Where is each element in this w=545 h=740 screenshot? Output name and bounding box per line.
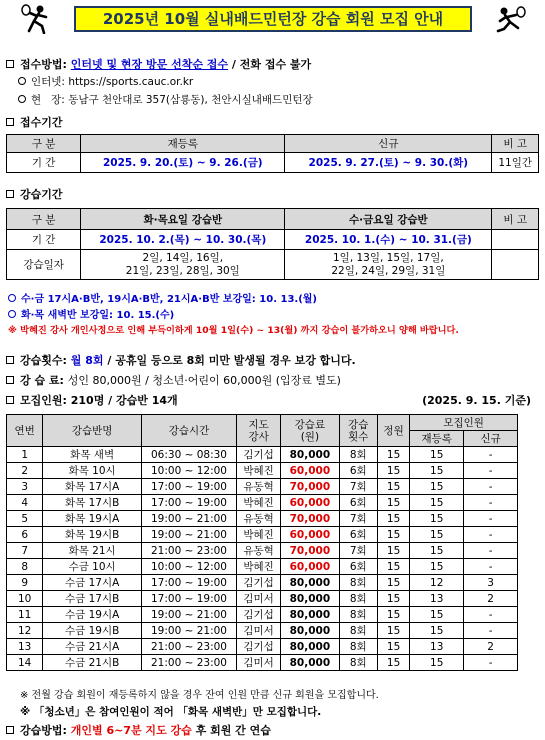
place-label: 현 장: [31, 94, 65, 106]
section-label: 강습방법: [20, 724, 67, 737]
cell-count: 8회 [339, 447, 377, 463]
square-bullet-icon [6, 118, 14, 126]
table-row [7, 639, 518, 655]
cell-re: 15 [410, 527, 464, 543]
cell-re: 15 [410, 607, 464, 623]
square-bullet-icon [6, 60, 14, 68]
cell-count: 6회 [339, 463, 377, 479]
cell-new: - [464, 447, 518, 463]
header-cell: 수·금요일 강습반 [285, 209, 492, 230]
section-label: 접수기간 [20, 116, 63, 129]
registration-period-table [6, 134, 539, 173]
cell-no: 3 [7, 479, 43, 495]
cell-count: 8회 [339, 591, 377, 607]
cell-count: 8회 [339, 655, 377, 671]
cell-class: 화목 10시 [43, 463, 142, 479]
cell-fee: 80,000 [281, 623, 340, 639]
place-line [18, 92, 313, 107]
cell-fee: 70,000 [281, 479, 340, 495]
table-row [7, 495, 518, 511]
cell-class: 수금 17시B [43, 591, 142, 607]
cell-no: 10 [7, 591, 43, 607]
re-registration-period: 2025. 9. 20.(토) ~ 9. 26.(금) [81, 153, 285, 173]
cell-fee: 80,000 [281, 607, 340, 623]
cell-coach: 김미서 [237, 623, 281, 639]
header-cell: 신규 [285, 135, 492, 153]
header-cell: 모집인원 [410, 415, 518, 431]
cell-fee: 70,000 [281, 543, 340, 559]
cell-time: 19:00 ~ 21:00 [141, 607, 236, 623]
cell-time: 10:00 ~ 12:00 [141, 559, 236, 575]
cell-coach: 박혜진 [237, 559, 281, 575]
cell-re: 12 [410, 575, 464, 591]
lesson-method-rest: 후 회원 간 연습 [195, 724, 271, 737]
cell-coach: 유동혁 [237, 543, 281, 559]
cell-re: 15 [410, 495, 464, 511]
cell-class: 화목 21시 [43, 543, 142, 559]
cell-coach: 김미서 [237, 591, 281, 607]
header-cell: 지도 강사 [237, 415, 281, 447]
recruitment-value: 210명 / 강습반 14개 [70, 394, 178, 407]
cell-coach: 박혜진 [237, 463, 281, 479]
tue-thu-days [81, 250, 285, 280]
cell-new: 3 [464, 575, 518, 591]
header-cell: 강습 횟수 [339, 415, 377, 447]
cell-time: 17:00 ~ 19:00 [141, 495, 236, 511]
cell-time: 17:00 ~ 19:00 [141, 591, 236, 607]
badminton-player-icon [20, 4, 54, 34]
cell-fee: 60,000 [281, 463, 340, 479]
table-row [7, 623, 518, 639]
section-label: 강습기간 [20, 188, 63, 201]
cell-time: 21:00 ~ 23:00 [141, 543, 236, 559]
registration-method-text: 인터넷 및 현장 방문 선착순 접수 [70, 58, 229, 71]
cell-count: 8회 [339, 639, 377, 655]
table-row [7, 527, 518, 543]
cell-cap: 15 [377, 479, 409, 495]
header-cell: 연번 [7, 415, 43, 447]
wed-fri-days [285, 250, 492, 280]
cell-new: - [464, 543, 518, 559]
section-label: 접수방법: [20, 58, 67, 71]
table-row [7, 575, 518, 591]
table-row [7, 591, 518, 607]
cell-time: 19:00 ~ 21:00 [141, 511, 236, 527]
cell-time: 17:00 ~ 19:00 [141, 575, 236, 591]
badminton-player-icon [492, 4, 526, 34]
header-cell: 강습반명 [43, 415, 142, 447]
cell-cap: 15 [377, 527, 409, 543]
header-cell: 신규 [464, 431, 518, 447]
phone-note: 전화 접수 불가 [239, 58, 312, 71]
cell-fee: 80,000 [281, 591, 340, 607]
cell-re: 13 [410, 591, 464, 607]
table-row [7, 543, 518, 559]
row-label: 강습일자 [7, 250, 81, 280]
period-note: 11일간 [492, 153, 539, 173]
cell-re: 15 [410, 463, 464, 479]
cell-no: 8 [7, 559, 43, 575]
cell-new: - [464, 463, 518, 479]
cell-class: 화목 17시A [43, 479, 142, 495]
note-text: 화·목 새벽반 보강일: 10. 15.(수) [21, 310, 175, 321]
cell-re: 15 [410, 559, 464, 575]
section-label: 모집인원: [20, 394, 67, 407]
cell-time: 10:00 ~ 12:00 [141, 463, 236, 479]
cell-count: 8회 [339, 607, 377, 623]
footer-note-1: ※ 전월 강습 회원이 재등록하지 않을 경우 잔여 인원 만큼 신규 회원을 모집합니다. [20, 690, 379, 701]
circle-bullet-icon [18, 95, 26, 103]
cell-new: - [464, 479, 518, 495]
cell-class: 수금 19시A [43, 607, 142, 623]
cell-fee: 80,000 [281, 639, 340, 655]
square-bullet-icon [6, 726, 14, 734]
section-lesson-count [6, 352, 356, 368]
cell-re: 15 [410, 623, 464, 639]
header-cell: 비 고 [492, 209, 539, 230]
square-bullet-icon [6, 376, 14, 384]
cell-new: - [464, 495, 518, 511]
cell-new: - [464, 655, 518, 671]
cell-cap: 15 [377, 591, 409, 607]
cell-cap: 15 [377, 639, 409, 655]
lesson-fee-value: 성인 80,000원 / 청소년·어린이 60,000원 (입장료 별도) [67, 374, 341, 387]
cell-no: 6 [7, 527, 43, 543]
table-row [7, 479, 518, 495]
separator: / [231, 58, 236, 71]
header-cell: 비 고 [492, 135, 539, 153]
cell-no: 11 [7, 607, 43, 623]
cell-coach: 김기섭 [237, 447, 281, 463]
cell-cap: 15 [377, 511, 409, 527]
class-roster-table [6, 414, 518, 671]
square-bullet-icon [6, 396, 14, 404]
makeup-note-1 [8, 290, 317, 305]
cell-no: 12 [7, 623, 43, 639]
page-title: 2025년 10월 실내배드민턴장 강습 회원 모집 안내 [74, 6, 472, 32]
cell-coach: 김기섭 [237, 575, 281, 591]
cell-no: 13 [7, 639, 43, 655]
note-text: 수·금 17시A·B반, 19시A·B반, 21시A·B반 보강일: 10. 13.(월) [21, 294, 318, 305]
section-registration-method [6, 56, 311, 72]
cell-count: 8회 [339, 575, 377, 591]
cell-re: 15 [410, 447, 464, 463]
table-row [7, 655, 518, 671]
cell-new: 2 [464, 591, 518, 607]
makeup-note-2 [8, 306, 174, 321]
header-cell: 강습시간 [141, 415, 236, 447]
cell-time: 21:00 ~ 23:00 [141, 655, 236, 671]
cell-fee: 60,000 [281, 495, 340, 511]
days-line: 22일, 24일, 29일, 31일 [331, 264, 446, 277]
section-lesson-period [6, 186, 63, 202]
cell-re: 15 [410, 511, 464, 527]
cell-class: 수금 21시B [43, 655, 142, 671]
place-value: 동남구 천안대로 357(삼룡동), 천안시실내배드민턴장 [68, 94, 313, 106]
cell-coach: 박혜진 [237, 527, 281, 543]
section-registration-period [6, 114, 63, 130]
header-cell: 강습료 (원) [281, 415, 340, 447]
cell-coach: 김기섭 [237, 639, 281, 655]
days-line: 1일, 13일, 15일, 17일, [333, 251, 444, 264]
cell-coach: 유동혁 [237, 511, 281, 527]
cell-cap: 15 [377, 575, 409, 591]
cell-count: 6회 [339, 559, 377, 575]
internet-line [18, 74, 193, 89]
cell-no: 2 [7, 463, 43, 479]
cell-new: - [464, 559, 518, 575]
cell-no: 4 [7, 495, 43, 511]
cell-cap: 15 [377, 447, 409, 463]
cell-re: 15 [410, 543, 464, 559]
cell-coach: 유동혁 [237, 479, 281, 495]
cell-re: 15 [410, 655, 464, 671]
cell-cap: 15 [377, 607, 409, 623]
cell-new: - [464, 527, 518, 543]
cell-class: 수금 10시 [43, 559, 142, 575]
internet-url[interactable]: https://sports.cauc.or.kr [68, 76, 194, 88]
section-label: 강습횟수: [20, 354, 67, 367]
reference-date: (2025. 9. 15. 기준) [422, 394, 531, 407]
cell-fee: 60,000 [281, 527, 340, 543]
footer-note-2: ※ 「청소년」은 참여인원이 적어 「화목 새벽반」만 모집합니다. [20, 706, 322, 718]
cell-fee: 80,000 [281, 447, 340, 463]
cell-no: 1 [7, 447, 43, 463]
cell-no: 5 [7, 511, 43, 527]
square-bullet-icon [6, 190, 14, 198]
cell-no: 9 [7, 575, 43, 591]
cell-no: 7 [7, 543, 43, 559]
table-row [7, 607, 518, 623]
cell-class: 수금 17시A [43, 575, 142, 591]
cell-new: - [464, 607, 518, 623]
cell-class: 화목 새벽 [43, 447, 142, 463]
cell-cap: 15 [377, 543, 409, 559]
tue-thu-period: 2025. 10. 2.(목) ~ 10. 30.(목) [81, 230, 285, 250]
cell-fee: 70,000 [281, 511, 340, 527]
lesson-method-value: 개인별 6~7분 지도 강습 [70, 724, 192, 737]
cell-re: 15 [410, 479, 464, 495]
cell-cap: 15 [377, 623, 409, 639]
square-bullet-icon [6, 356, 14, 364]
cell-count: 7회 [339, 479, 377, 495]
cell-count: 7회 [339, 543, 377, 559]
empty-cell [492, 230, 539, 250]
days-line: 2일, 14일, 16일, [142, 251, 224, 264]
cell-no: 14 [7, 655, 43, 671]
table-row [7, 447, 518, 463]
cell-new: 2 [464, 639, 518, 655]
header-cell: 화·목요일 강습반 [81, 209, 285, 230]
cell-coach: 박혜진 [237, 495, 281, 511]
header-cell: 정원 [377, 415, 409, 447]
new-registration-period: 2025. 9. 27.(토) ~ 9. 30.(화) [285, 153, 492, 173]
cell-class: 화목 19시B [43, 527, 142, 543]
cell-class: 수금 21시A [43, 639, 142, 655]
cell-new: - [464, 623, 518, 639]
cell-fee: 80,000 [281, 655, 340, 671]
cell-count: 6회 [339, 495, 377, 511]
cell-fee: 80,000 [281, 575, 340, 591]
section-label: 강 습 료: [20, 374, 64, 387]
cell-class: 화목 19시A [43, 511, 142, 527]
cell-coach: 김기섭 [237, 607, 281, 623]
cell-time: 17:00 ~ 19:00 [141, 479, 236, 495]
table-row [7, 559, 518, 575]
header-cell: 구 분 [7, 209, 81, 230]
cell-class: 수금 19시B [43, 623, 142, 639]
lesson-count: 월 8회 [70, 354, 104, 367]
instructor-notice: ※ 박혜진 강사 개인사정으로 인해 부득이하게 10월 1일(수) ~ 13(월) 까지 강습이 불가하오니 양해 바랍니다. [8, 325, 459, 336]
cell-class: 화목 17시B [43, 495, 142, 511]
empty-cell [492, 250, 539, 280]
cell-time: 06:30 ~ 08:30 [141, 447, 236, 463]
days-line: 21일, 23일, 28일, 30일 [125, 264, 240, 277]
section-lesson-fee [6, 372, 341, 388]
table-row [7, 463, 518, 479]
circle-bullet-icon [8, 294, 16, 302]
cell-fee: 60,000 [281, 559, 340, 575]
section-lesson-method [6, 722, 271, 738]
header-cell: 재등록 [410, 431, 464, 447]
cell-cap: 15 [377, 463, 409, 479]
circle-bullet-icon [18, 77, 26, 85]
cell-coach: 김미서 [237, 655, 281, 671]
cell-cap: 15 [377, 559, 409, 575]
cell-time: 19:00 ~ 21:00 [141, 623, 236, 639]
cell-time: 21:00 ~ 23:00 [141, 639, 236, 655]
header-cell: 구 분 [7, 135, 81, 153]
cell-time: 19:00 ~ 21:00 [141, 527, 236, 543]
table-row [7, 511, 518, 527]
cell-cap: 15 [377, 495, 409, 511]
cell-re: 13 [410, 639, 464, 655]
lesson-period-table [6, 208, 539, 280]
row-label: 기 간 [7, 153, 81, 173]
circle-bullet-icon [8, 310, 16, 318]
lesson-count-note: / 공휴일 등으로 8회 미만 발생될 경우 보강 합니다. [107, 354, 356, 367]
wed-fri-period: 2025. 10. 1.(수) ~ 10. 31.(금) [285, 230, 492, 250]
cell-count: 6회 [339, 527, 377, 543]
internet-label: 인터넷: [31, 76, 65, 88]
section-recruitment [6, 392, 539, 408]
cell-new: - [464, 511, 518, 527]
cell-count: 7회 [339, 511, 377, 527]
cell-count: 8회 [339, 623, 377, 639]
row-label: 기 간 [7, 230, 81, 250]
header-cell: 재등록 [81, 135, 285, 153]
cell-cap: 15 [377, 655, 409, 671]
